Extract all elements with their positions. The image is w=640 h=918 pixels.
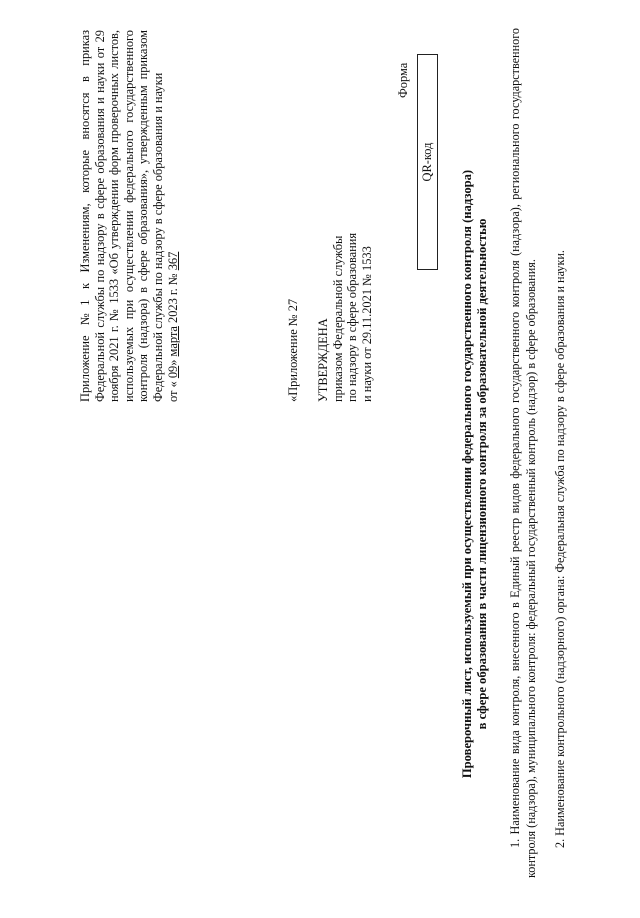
appendix-day-suffix: »	[165, 359, 180, 366]
appendix-day: 09	[165, 365, 180, 379]
approved-line-3: и науки от 29.11.2021 № 1533	[359, 246, 374, 402]
appendix-27-label: «Приложение № 27	[286, 298, 300, 402]
approved-heading: УТВЕРЖДЕНА	[316, 318, 330, 402]
qr-code-box: QR-код	[417, 54, 438, 270]
document-title	[460, 84, 490, 864]
approved-line-2: по надзору в сфере образования	[345, 232, 360, 402]
appendix-order-number: 367	[165, 251, 180, 271]
title-line-1: Проверочный лист, используемый при осуществлении федерального государственного контроля (надзора)	[460, 169, 474, 779]
approved-block	[316, 162, 374, 402]
item-1-control-type: 1. Наименование вида контроля, внесенного в Единый реестр видов федерального государственного контроля (надзора), регионального государственного контроля (надзора), муниципального контроля: федеральный государственный контроль (надзор) в сфере образования.	[508, 28, 538, 878]
form-label: Форма	[396, 62, 410, 98]
appendix-year: 2023 г. №	[165, 273, 180, 323]
appendix-month: марта	[165, 326, 180, 357]
title-line-2: в сфере образования в части лицензионного контроля за образовательной деятельностью	[475, 218, 489, 730]
approved-line-1: приказом Федеральной службы	[330, 235, 345, 402]
appendix-block	[78, 30, 180, 402]
appendix-date-prefix: от «	[165, 381, 180, 402]
item-2-control-body: 2. Наименование контрольного (надзорного) органа: Федеральная служба по надзору в сфере образования и науки.	[553, 250, 567, 848]
appendix-text: Приложение №1 к Изменениям, которые вносятся в приказ Федеральной службы по надзору в сфере образования и науки от 29 ноября 2021 г. № 1533 «Об утверждении форм проверочных листов, используемых при осуществлении федерального государственного контроля (надзора) в сфере образования», утвержденным приказом Федеральной службы по надзору в сфере образования и науки	[78, 30, 165, 402]
appendix-date-line	[166, 30, 181, 402]
